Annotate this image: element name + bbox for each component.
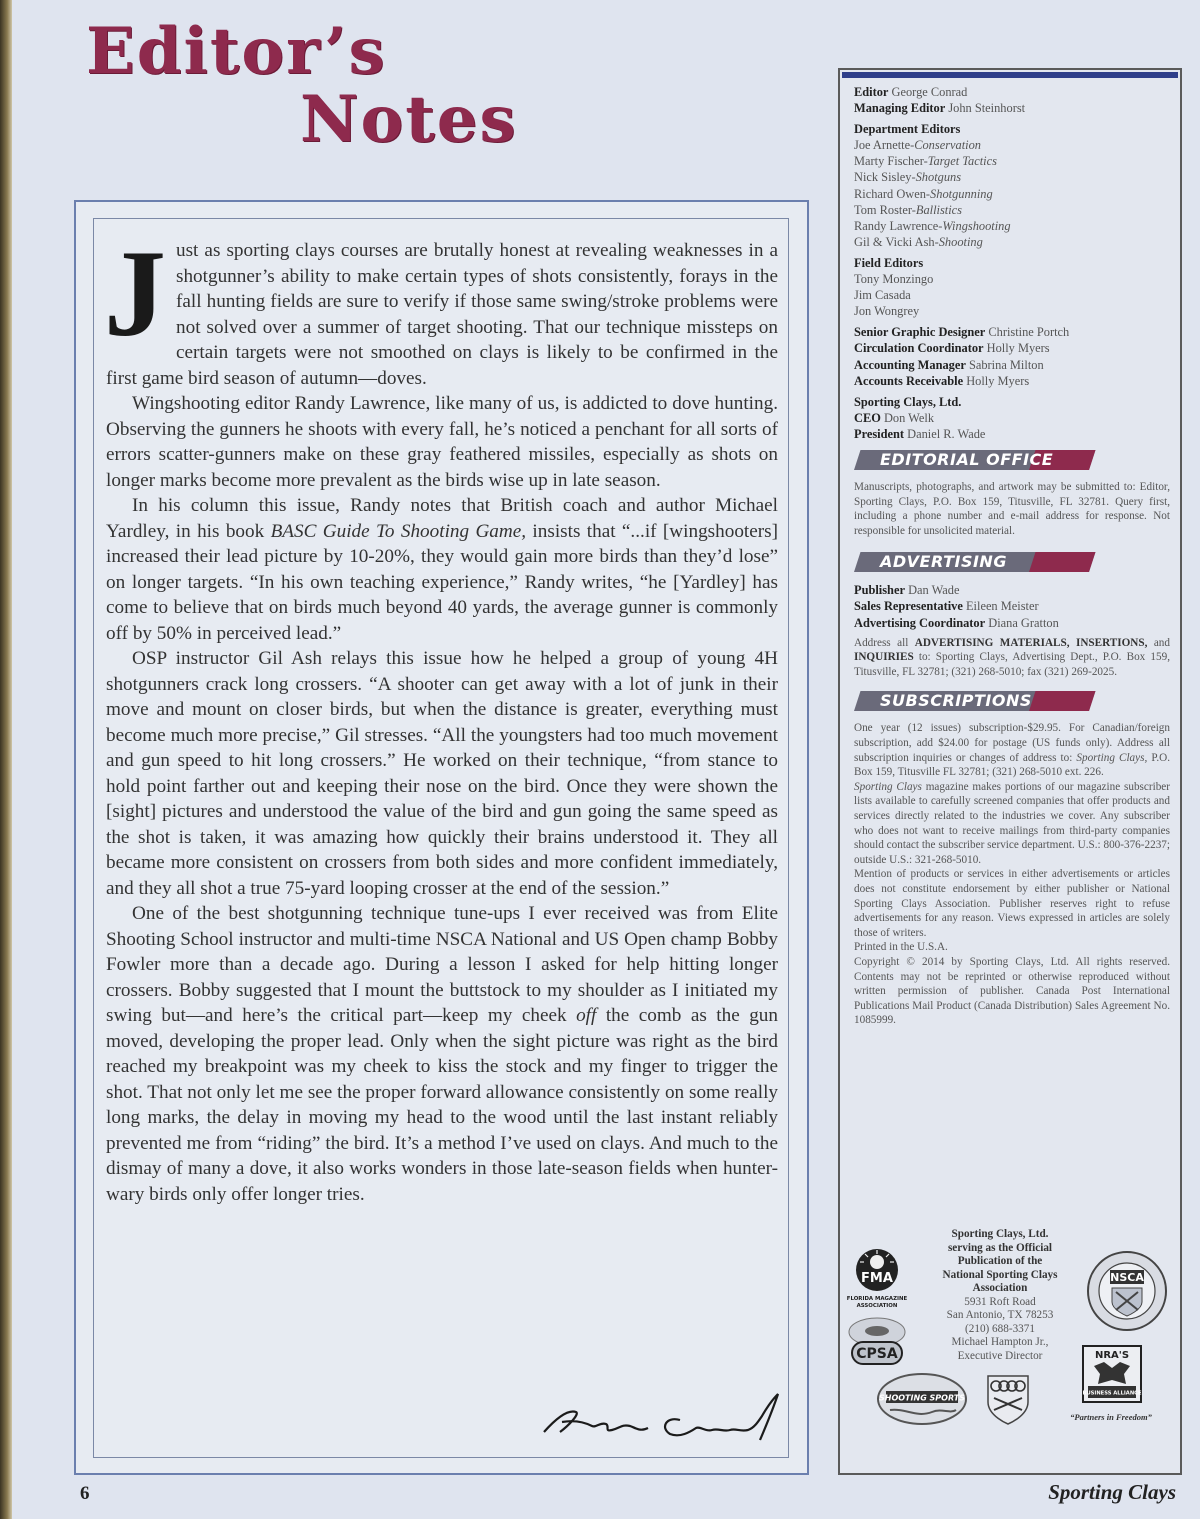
svg-text:NRA'S: NRA'S <box>1094 1350 1130 1361</box>
nra-business-alliance-logo-icon <box>1080 1344 1144 1416</box>
nsca-seal-icon <box>1086 1250 1168 1332</box>
paragraph-4: OSP instructor Gil Ash relays this issue how he helped a group of young 4H shotgunners crack long crossers. “A shooter can get away with a lot of junk in their move and mount on closer birds, but when the distance is greater, everything must become much more precise,” Gil stresses. “All the youngsters had too much movement and gun speed to hit long crossers.” He worked on their technique, “from stance to hold point farther out and keeping their nose on the bird. Once they were shown the [sight] pictures and understood the value of the bird and gun going the same speed as the shot is taken, it was amazing how quickly their brains understood it. They all became more consistent on crossers from both sides and more confident immediately, and they all shot a true 75-yard looping crosser at the end of the session.” <box>106 648 778 899</box>
advertising-text: Address all ADVERTISING MATERIALS, INSERTIONS, and INQUIRIES to: Sporting Clays, Advertising Dept., P.O. Box 159, Titusville, FL 32781; (321) 268-5010; fax (321) 269-2025. <box>854 636 1170 678</box>
book-title: BASC Guide To Shooting Game, <box>270 520 527 542</box>
endorsement-disclaimer: Mention of products or services in either advertisements or articles does not constitute endorsement by either publisher or National Sporting Clays Association. Publisher reserves right to refuse advertisements for any reason. Views expressed in articles are solely those of writers. <box>854 868 1170 939</box>
printed-in: Printed in the U.S.A. <box>854 941 948 954</box>
fma-logo-icon <box>846 1248 908 1312</box>
page-title-line-2: Notes <box>300 82 518 157</box>
advertising-banner: ADVERTISING <box>854 552 1170 572</box>
page-title-line-1: Editor’s <box>86 14 387 89</box>
editorial-office-text: Manuscripts, photographs, and artwork may be submitted to: Editor, Sporting Clays, P.O. Box 159, Titusville, FL 32781. Query first, including a phone number and e-mail address for response. Not responsible for unsolicited material. <box>854 480 1170 537</box>
association-info: Sporting Clays, Ltd. serving as the Official Publication of the National Sporting Clays Association 5931 Roft Road San Antonio, TX 78253 (210) 688-3371 Michael Hampton Jr., Executive Director <box>942 1228 1058 1362</box>
editor-signature <box>540 1392 800 1450</box>
copyright-notice: Copyright © 2014 by Sporting Clays, Ltd. All rights reserved. Contents may not be reprinted or otherwise reproduced without written permission of publisher. Canada Post International Publications Mail Product (Canada Distribution) Sales Agreement No. 1085999. <box>854 955 1170 1027</box>
page-number: 6 <box>80 1483 90 1504</box>
masthead: Editor George Conrad Managing Editor John Steinhorst Department Editors Joe Arnette-Conservation Marty Fischer-Target Tactics Nick Sisley-Shotguns Richard Owen-Shotgunning Tom Roster-Ballistics Randy Lawrence-Wingshooting Gil & Vicki Ash-Shooting Field Editors Tony Monzingo Jim Casada Jon Wongrey Senior Graphic Designer Christine Portch Circulation Coordinator Holly Myers Accounting Manager Sabrina Milton Accounts Receivable Holly Myers Sporting Clays, Ltd. CEO Don Welk President Daniel R. Wade EDITORIAL OFFICE Manuscripts, photographs, and artwork may be submitted to: Editor, Sporting Clays, P.O. Box 159, Titusville, FL 32781. Query first, including a phone number and e-mail address for response. Not responsible for unsolicited material. ADVERTISING Publisher Dan Wade Sales Representative Eileen Meister Advertising Coordinator Diana Gratton Address all ADVERTISING MATERIALS, INSERTIONS, and INQUIRIES to: Sporting Clays, Advertising Dept., P.O. Box 159, Titusville, FL 32781; (321) 268-5010; fax (321) 269-2025. SUBSCRIPTIONS One year (12 issues) subscription-$29.95. For Canadian/foreign subscription, add $24.00 for postage (US funds only). Address all subscription inquiries or changes of address to: Sporting Clays, P.O. Box 159, Titusville FL 32781; (321) 268-5010 ext. 226. Sporting Clays magazine makes portions of our magazine subscriber lists available to carefully screened companies that offer products and services directly related to the industries we cover. Any subscriber who does not want to receive mailings from third-party companies should contact the subscriber service department. U.S.: 800-376-2237; outside U.S.: 321-268-5010. Mention of products or services in either advertisements or articles does not constitute endorsement by either publisher or National Sporting Clays Association. Publisher reserves right to refuse advertisements for any reason. Views expressed in articles are solely those of writers. Printed in the U.S.A. Copyright © 2014 by Sporting Clays, Ltd. All rights reserved. Contents may not be reprinted or otherwise reproduced without written permission of publisher. Canada Post International Publications Mail Product (Canada Distribution) Sales Agreement No. 1085999. <box>854 85 1170 1027</box>
svg-text:BUSINESS ALLIANCE: BUSINESS ALLIANCE <box>1082 1390 1142 1397</box>
paragraph-5: One of the best shotgunning technique tune-ups I ever received was from Elite Shooting School instructor and multi-time NSCA National and US Open champ Bobby Fowler more than a decade ago. During a lesson I asked for help hitting longer crossers. Bobby suggested that I mount the buttstock to my shoulder as I initiated my swing but—and here’s the critical part—keep my cheek off the comb as the gun moved, developing the proper lead. Only when the sight picture was right as the bird reached my breakpoint was my cheek to kiss the stock and my finger to trigger the shot. That not only let me see the proper forward allowance consistently on some really long marks, the delay in moving my head to the wood until the last instant reliably prevented me from “riding” the bird. It’s a method I’ve used on clays. And much to the dismay of many a dove, it also works wonders in those late-season fields when hunter-wary birds only offer longer tries. <box>106 903 778 1205</box>
svg-text:CPSA: CPSA <box>856 1346 898 1362</box>
editorial-office-banner: EDITORIAL OFFICE <box>854 450 1170 470</box>
article-body <box>104 225 779 1207</box>
nra-tagline: “Partners in Freedom” <box>1070 1412 1152 1422</box>
paragraph-3: In his column this issue, Randy notes that British coach and author Michael Yardley, in his book BASC Guide To Shooting Game, insists that “...if [wingshooters] increased their lead picture by 10-20%, they would gain more birds than they’d lose” on longer targets. “In his own teaching experience,” Randy writes, “he [Yardley] has come to believe that on birds much beyond 40 yards, the average gunner is commonly off by 50% in perceived lead.” <box>106 495 779 644</box>
nssf-logo-icon <box>876 1372 968 1426</box>
magazine-name: Sporting Clays <box>1048 1480 1176 1504</box>
issf-rings-logo-icon <box>982 1372 1034 1426</box>
paragraph-2: Wingshooting editor Randy Lawrence, like many of us, is addicted to dove hunting. Observing the gunners he shoots with every fall, he’s noticed a penchant for all sorts of errors scatter-gunners make on these gray feathered missiles, especially as shots on longer marks become more prevalent as the birds wise up in late season. <box>106 393 778 491</box>
svg-text:ASSOCIATION: ASSOCIATION <box>856 1303 898 1309</box>
subscriptions-text: One year (12 issues) subscription-$29.95. For Canadian/foreign subscription, add $24.00 for postage (US funds only). Address all subscription inquiries or changes of address to: Sporting Clays, P.O. Box 159, Titusville FL 32781; (321) 268-5010 ext. 226. <box>854 722 1170 779</box>
svg-text:FMA: FMA <box>861 1271 893 1286</box>
page-binding-edge <box>0 0 12 1519</box>
cpsa-logo-icon <box>846 1316 908 1368</box>
svg-text:SHOOTING SPORTS: SHOOTING SPORTS <box>879 1393 965 1403</box>
subscriptions-banner: SUBSCRIPTIONS <box>854 691 1170 711</box>
subscriber-lists-text: Sporting Clays magazine makes portions of our magazine subscriber lists available to carefully screened companies that offer products and services directly related to the industries we cover. Any subscriber who does not want to receive mailings from third-party companies should contact the subscriber service department. U.S.: 800-376-2237; outside U.S.: 321-268-5010. <box>854 780 1170 866</box>
svg-text:NSCA: NSCA <box>1110 1271 1144 1284</box>
svg-text:FLORIDA MAGAZINE: FLORIDA MAGAZINE <box>846 1296 908 1302</box>
masthead-top-bar <box>842 72 1178 78</box>
drop-cap: J <box>104 225 166 362</box>
paragraph-1: Just as sporting clays courses are brutally honest at revealing weaknesses in a shotgunner’s ability to make certain types of shots consistently, forays in the fall hunting fields are sure to verify if those same swing/stroke problems were not solved over a summer of target shooting. That our technique missteps on certain targets were not smoothed on clays is likely to be confirmed in the first game bird season of autumn—doves. <box>104 225 778 389</box>
